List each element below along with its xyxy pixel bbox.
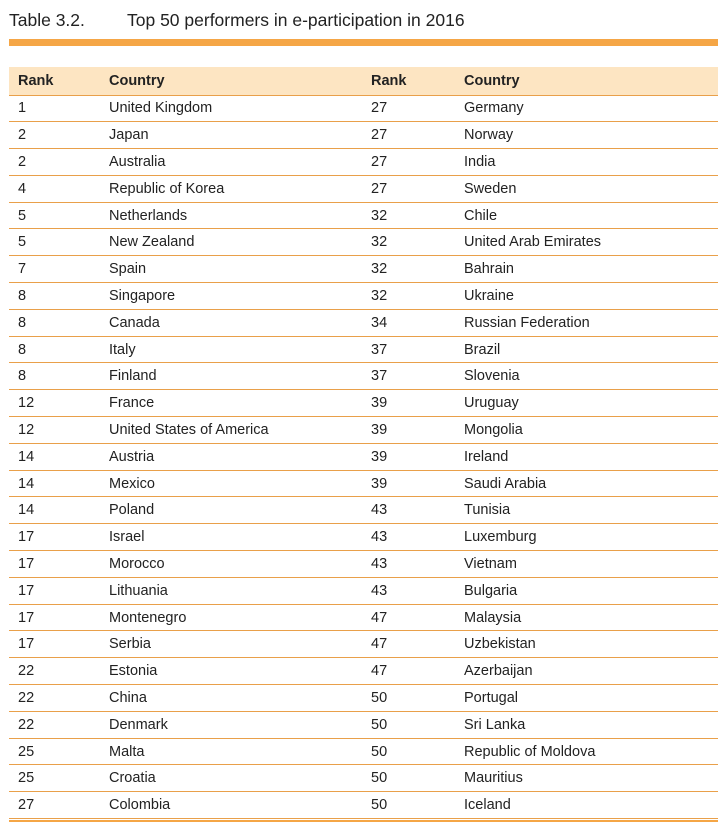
country-left-cell: Denmark (100, 711, 362, 738)
table-row (9, 122, 718, 149)
rank-left-cell: 17 (9, 551, 100, 578)
rank-right-cell: 50 (362, 685, 455, 712)
country-left-cell: Italy (100, 336, 362, 363)
rank-right-cell: 50 (362, 792, 455, 819)
country-right-cell: Luxemburg (455, 524, 718, 551)
header-rank-left: Rank (9, 67, 100, 95)
rank-left-cell: 2 (9, 122, 100, 149)
table-title: Top 50 performers in e-participation in 2016 (127, 10, 465, 30)
country-left-cell: United States of America (100, 417, 362, 444)
rank-left-cell: 5 (9, 229, 100, 256)
table-number: Table 3.2. (9, 10, 85, 30)
rank-left-cell: 8 (9, 309, 100, 336)
country-right-cell: Sri Lanka (455, 711, 718, 738)
header-country-left: Country (100, 67, 362, 95)
table-body (9, 95, 718, 819)
rank-left-cell: 17 (9, 604, 100, 631)
table-row (9, 470, 718, 497)
rank-right-cell: 27 (362, 149, 455, 176)
country-right-cell: Republic of Moldova (455, 738, 718, 765)
table-row (9, 283, 718, 310)
country-left-cell: Serbia (100, 631, 362, 658)
rank-left-cell: 22 (9, 711, 100, 738)
table-row (9, 229, 718, 256)
country-right-cell: Norway (455, 122, 718, 149)
country-right-cell: Russian Federation (455, 309, 718, 336)
table-row (9, 631, 718, 658)
table-row (9, 202, 718, 229)
rankings-table (9, 67, 718, 819)
rank-right-cell: 39 (362, 443, 455, 470)
country-right-cell: Portugal (455, 685, 718, 712)
table-row (9, 417, 718, 444)
rank-right-cell: 43 (362, 577, 455, 604)
rank-right-cell: 32 (362, 256, 455, 283)
country-right-cell: Slovenia (455, 363, 718, 390)
country-left-cell: Israel (100, 524, 362, 551)
country-right-cell: India (455, 149, 718, 176)
rank-right-cell: 43 (362, 551, 455, 578)
country-right-cell: Uruguay (455, 390, 718, 417)
country-right-cell: Saudi Arabia (455, 470, 718, 497)
rank-right-cell: 43 (362, 524, 455, 551)
rank-left-cell: 22 (9, 685, 100, 712)
country-left-cell: Malta (100, 738, 362, 765)
country-left-cell: Japan (100, 122, 362, 149)
table-row (9, 256, 718, 283)
country-right-cell: Ireland (455, 443, 718, 470)
table-row (9, 390, 718, 417)
table-row (9, 604, 718, 631)
country-right-cell: Iceland (455, 792, 718, 819)
rank-left-cell: 2 (9, 149, 100, 176)
rank-left-cell: 25 (9, 738, 100, 765)
country-left-cell: Canada (100, 309, 362, 336)
table-row (9, 765, 718, 792)
country-left-cell: Mexico (100, 470, 362, 497)
country-left-cell: Montenegro (100, 604, 362, 631)
rank-right-cell: 27 (362, 95, 455, 122)
rank-left-cell: 5 (9, 202, 100, 229)
rank-right-cell: 47 (362, 604, 455, 631)
rank-left-cell: 1 (9, 95, 100, 122)
header-country-right: Country (455, 67, 718, 95)
rank-right-cell: 32 (362, 202, 455, 229)
header-rank-right: Rank (362, 67, 455, 95)
rank-left-cell: 22 (9, 658, 100, 685)
country-left-cell: Finland (100, 363, 362, 390)
country-left-cell: China (100, 685, 362, 712)
rank-right-cell: 47 (362, 631, 455, 658)
table-row (9, 711, 718, 738)
country-right-cell: United Arab Emirates (455, 229, 718, 256)
table-row (9, 577, 718, 604)
table-row (9, 309, 718, 336)
country-left-cell: Singapore (100, 283, 362, 310)
country-left-cell: United Kingdom (100, 95, 362, 122)
table-row (9, 792, 718, 819)
country-left-cell: Netherlands (100, 202, 362, 229)
rank-left-cell: 25 (9, 765, 100, 792)
country-right-cell: Ukraine (455, 283, 718, 310)
country-right-cell: Azerbaijan (455, 658, 718, 685)
bottom-divider (9, 820, 718, 822)
table-row (9, 95, 718, 122)
rank-left-cell: 8 (9, 363, 100, 390)
country-left-cell: Austria (100, 443, 362, 470)
rank-right-cell: 27 (362, 122, 455, 149)
country-left-cell: New Zealand (100, 229, 362, 256)
table-row (9, 443, 718, 470)
rank-left-cell: 27 (9, 792, 100, 819)
table-header-row (9, 67, 718, 95)
rank-right-cell: 50 (362, 765, 455, 792)
rank-right-cell: 37 (362, 363, 455, 390)
rank-right-cell: 32 (362, 283, 455, 310)
table-row (9, 175, 718, 202)
country-left-cell: Spain (100, 256, 362, 283)
table-row (9, 497, 718, 524)
rank-left-cell: 12 (9, 417, 100, 444)
rank-right-cell: 34 (362, 309, 455, 336)
country-right-cell: Malaysia (455, 604, 718, 631)
table-row (9, 685, 718, 712)
rank-right-cell: 50 (362, 738, 455, 765)
country-left-cell: Lithuania (100, 577, 362, 604)
rank-right-cell: 37 (362, 336, 455, 363)
rank-right-cell: 43 (362, 497, 455, 524)
country-left-cell: Poland (100, 497, 362, 524)
country-left-cell: Estonia (100, 658, 362, 685)
rank-right-cell: 27 (362, 175, 455, 202)
country-left-cell: Republic of Korea (100, 175, 362, 202)
rankings-table-container (9, 67, 718, 819)
country-right-cell: Bulgaria (455, 577, 718, 604)
rank-right-cell: 39 (362, 417, 455, 444)
rank-right-cell: 50 (362, 711, 455, 738)
country-right-cell: Mongolia (455, 417, 718, 444)
country-right-cell: Brazil (455, 336, 718, 363)
table-row (9, 524, 718, 551)
rank-left-cell: 14 (9, 470, 100, 497)
country-right-cell: Mauritius (455, 765, 718, 792)
rank-right-cell: 39 (362, 390, 455, 417)
country-right-cell: Bahrain (455, 256, 718, 283)
table-row (9, 551, 718, 578)
country-right-cell: Germany (455, 95, 718, 122)
rank-left-cell: 14 (9, 443, 100, 470)
rank-left-cell: 4 (9, 175, 100, 202)
country-left-cell: Colombia (100, 792, 362, 819)
rank-left-cell: 7 (9, 256, 100, 283)
country-right-cell: Vietnam (455, 551, 718, 578)
rank-left-cell: 8 (9, 283, 100, 310)
table-row (9, 336, 718, 363)
country-right-cell: Chile (455, 202, 718, 229)
title-divider (9, 39, 718, 46)
table-row (9, 149, 718, 176)
country-right-cell: Tunisia (455, 497, 718, 524)
country-right-cell: Uzbekistan (455, 631, 718, 658)
country-left-cell: Croatia (100, 765, 362, 792)
rank-right-cell: 47 (362, 658, 455, 685)
country-left-cell: Australia (100, 149, 362, 176)
rank-left-cell: 14 (9, 497, 100, 524)
country-right-cell: Sweden (455, 175, 718, 202)
rank-left-cell: 17 (9, 577, 100, 604)
table-row (9, 738, 718, 765)
rank-left-cell: 17 (9, 524, 100, 551)
table-caption (9, 10, 715, 34)
country-left-cell: Morocco (100, 551, 362, 578)
rank-left-cell: 8 (9, 336, 100, 363)
rank-right-cell: 39 (362, 470, 455, 497)
rank-left-cell: 12 (9, 390, 100, 417)
table-row (9, 363, 718, 390)
table-row (9, 658, 718, 685)
country-left-cell: France (100, 390, 362, 417)
rank-left-cell: 17 (9, 631, 100, 658)
rank-right-cell: 32 (362, 229, 455, 256)
